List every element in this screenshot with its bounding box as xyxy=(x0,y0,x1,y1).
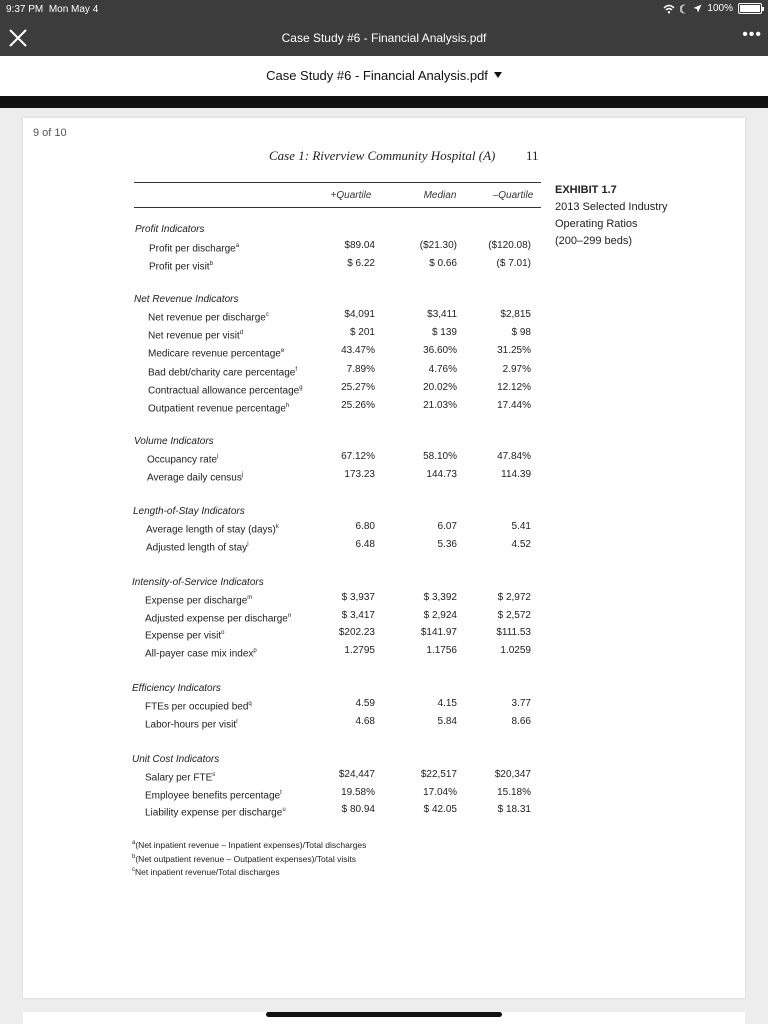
wifi-icon xyxy=(663,4,675,14)
table-cell: $111.53 xyxy=(496,627,531,638)
footnote-marker: t xyxy=(280,789,282,796)
row-label: Liability expense per discharge$^u$ xyxy=(145,807,286,819)
status-right xyxy=(663,3,762,14)
table-cell: $22,517 xyxy=(420,769,457,780)
table-cell: $4,091 xyxy=(344,309,375,320)
table-cell: 4.52 xyxy=(511,539,531,550)
table-cell: 1.1756 xyxy=(426,644,457,656)
more-options-icon[interactable]: ••• xyxy=(742,26,762,43)
footnote-marker: k xyxy=(275,524,279,530)
table-cell: 1.0259 xyxy=(500,644,531,656)
section-title: Unit Cost Indicators xyxy=(132,754,220,765)
row-label: Expense per visit$^o$ xyxy=(145,630,225,642)
row-label: Profit per discharge$^a$ xyxy=(149,243,240,255)
footnote: $^b$(Net outpatient revenue – Outpatient expenses)/Total visits xyxy=(132,853,356,864)
row-label: FTEs per occupied bed$^q$ xyxy=(145,701,252,713)
table-cell: $20,347 xyxy=(494,769,531,780)
title-bar xyxy=(0,20,768,56)
table-cell: 144.73 xyxy=(426,469,457,480)
table-cell: 4.68 xyxy=(355,716,375,727)
table-cell: $ 3,937 xyxy=(341,592,375,603)
table-cell: 36.60% xyxy=(423,345,457,357)
table-cell: $2,815 xyxy=(500,309,531,320)
table-cell: $ 2,572 xyxy=(497,609,531,621)
footnote-marker: b xyxy=(209,261,213,267)
row-label: Expense per discharge$^m$ xyxy=(145,595,253,607)
table-cell: $ 6.22 xyxy=(347,258,375,269)
table-cell: $ 42.05 xyxy=(423,804,457,815)
row-label: Adjusted expense per discharge$^n$ xyxy=(145,612,292,624)
table-cell: 47.84% xyxy=(497,451,531,462)
row-label: Labor-hours per visit$^r$ xyxy=(145,719,239,731)
status-time: 9:37 PM Mon May 4 xyxy=(6,4,99,15)
table-cell: 8.66 xyxy=(511,716,531,727)
printed-page-number: 11 xyxy=(526,148,539,163)
table-cell: 25.27% xyxy=(341,381,375,393)
footnote-marker: s xyxy=(212,772,216,778)
footnote-marker: a xyxy=(235,243,240,249)
footnote-marker: n xyxy=(287,612,292,619)
footnote-marker: d xyxy=(239,330,244,337)
row-label: Adjusted length of stay$^l$ xyxy=(146,542,249,554)
table-cell: 1.2795 xyxy=(344,644,375,656)
home-indicator[interactable] xyxy=(266,1012,502,1017)
window-title: Case Study #6 - Financial Analysis.pdf xyxy=(281,31,487,45)
footnote-marker: c xyxy=(265,312,269,318)
table-cell: 4.15 xyxy=(437,698,457,709)
table-cell: $ 3,392 xyxy=(423,592,457,603)
moon-icon xyxy=(680,4,688,14)
table-cell: $ 2,924 xyxy=(423,609,457,621)
col-header-median: Median xyxy=(423,190,457,201)
exhibit-line-1: 2013 Selected Industry xyxy=(555,201,668,213)
footnote-marker: u xyxy=(282,807,286,813)
table-cell: $ 2,972 xyxy=(497,592,531,603)
exhibit-line-2: Operating Ratios xyxy=(555,218,638,230)
footnote-marker: j xyxy=(241,472,244,478)
table-cell: $ 3,417 xyxy=(341,609,375,621)
table-cell: 7.89% xyxy=(346,363,375,375)
row-label: Contractual allowance percentage$^g$ xyxy=(148,384,303,397)
toolbar-separator xyxy=(0,96,768,108)
pdf-page[interactable] xyxy=(23,118,745,998)
running-header: Case 1: Riverview Community Hospital (A) xyxy=(269,148,496,163)
table-cell: 173.23 xyxy=(344,469,375,480)
table-cell: $ 139 xyxy=(431,327,457,339)
table-cell: ($120.08) xyxy=(488,240,531,251)
table-cell: ($21.30) xyxy=(419,240,457,251)
footnote: $^c$Net inpatient revenue/Total discharges xyxy=(132,867,280,877)
row-label: Average daily census$^j$ xyxy=(147,472,244,484)
footnote-marker: p xyxy=(253,647,257,654)
table-cell: 58.10% xyxy=(423,451,457,462)
footnote-marker: h xyxy=(285,403,290,409)
table-cell: 2.97% xyxy=(502,363,531,375)
battery-percent: 100% xyxy=(707,3,733,14)
table-cell: $202.23 xyxy=(338,627,375,638)
table-cell: $ 0.66 xyxy=(429,258,457,269)
table-cell: $ 80.94 xyxy=(341,804,375,815)
table-cell: $ 201 xyxy=(349,327,375,339)
section-title: Net Revenue Indicators xyxy=(134,294,239,305)
footnote: $^a$(Net inpatient revenue – Inpatient expenses)/Total discharges xyxy=(132,840,367,850)
footnote-marker: l xyxy=(247,542,249,548)
col-header-lower-quartile: –Quartile xyxy=(492,190,534,201)
table-cell: 31.25% xyxy=(497,345,531,357)
table-cell: ($ 7.01) xyxy=(496,258,531,269)
table-cell: $24,447 xyxy=(338,769,375,780)
row-label: All-payer case mix index$^p$ xyxy=(145,647,257,659)
table-cell: 5.41 xyxy=(511,521,531,532)
document-title-dropdown[interactable]: Case Study #6 - Financial Analysis.pdf xyxy=(0,68,768,83)
page-indicator: 9 of 10 xyxy=(33,127,67,139)
table-cell: 5.36 xyxy=(437,539,457,550)
footnote-marker: g xyxy=(299,384,303,391)
exhibit-caption xyxy=(555,182,668,250)
section-title: Efficiency Indicators xyxy=(132,683,221,694)
table-cell: 3.77 xyxy=(511,698,531,709)
table-header-rule xyxy=(134,207,541,208)
table-cell: 43.47% xyxy=(341,345,375,357)
table-cell: $ 18.31 xyxy=(497,804,531,815)
section-title: Profit Indicators xyxy=(135,224,205,235)
status-bar xyxy=(0,0,768,20)
row-label: Occupancy rate$^i$ xyxy=(147,454,219,466)
table-cell: 15.18% xyxy=(497,786,531,798)
row-label: Profit per visit$^b$ xyxy=(149,261,213,273)
table-cell: 114.39 xyxy=(501,469,531,480)
section-title: Intensity-of-Service Indicators xyxy=(132,577,264,588)
table-cell: $141.97 xyxy=(420,627,457,638)
table-cell: 21.03% xyxy=(423,400,457,411)
table-cell: $89.04 xyxy=(344,240,375,251)
footnote-marker: e xyxy=(280,348,285,355)
footnote-marker: i xyxy=(217,454,219,460)
table-cell: 25.26% xyxy=(341,400,375,411)
table-cell: 20.02% xyxy=(423,381,457,393)
table-cell: 12.12% xyxy=(497,381,531,393)
footnote-marker: o xyxy=(221,630,225,636)
row-label: Bad debt/charity care percentage$^f$ xyxy=(148,366,297,378)
table-cell: $3,411 xyxy=(427,309,457,320)
table-cell: 67.12% xyxy=(341,451,375,462)
exhibit-title: EXHIBIT 1.7 xyxy=(555,184,617,196)
table-cell: 4.76% xyxy=(428,363,457,375)
caret-down-icon xyxy=(494,72,502,78)
row-label: Average length of stay (days)$^k$ xyxy=(146,524,279,536)
row-label: Net revenue per visit$^d$ xyxy=(148,330,244,342)
table-cell: 6.07 xyxy=(437,521,457,532)
row-label: Medicare revenue percentage$^e$ xyxy=(148,348,285,360)
location-icon xyxy=(693,4,702,13)
document-bar xyxy=(0,56,768,97)
row-label: Outpatient revenue percentage$^h$ xyxy=(148,403,290,415)
table-cell: 6.48 xyxy=(355,539,375,550)
col-header-upper-quartile: +Quartile xyxy=(330,190,372,201)
table-cell: 17.44% xyxy=(497,400,531,411)
table-cell: 17.04% xyxy=(423,786,457,798)
section-title: Volume Indicators xyxy=(134,436,214,447)
footnote-marker: f xyxy=(295,366,297,373)
footnote-marker: m xyxy=(247,595,253,601)
battery-icon xyxy=(738,3,762,14)
table-top-rule xyxy=(134,182,541,183)
table-cell: 19.58% xyxy=(341,786,375,798)
footnote-marker: q xyxy=(248,701,252,707)
row-label: Net revenue per discharge$^c$ xyxy=(148,312,269,324)
table-cell: 4.59 xyxy=(355,698,375,709)
footnote-marker: r xyxy=(236,719,239,725)
section-title: Length-of-Stay Indicators xyxy=(133,506,245,517)
table-cell: $ 98 xyxy=(511,327,531,339)
table-cell: 6.80 xyxy=(355,521,375,532)
row-label: Employee benefits percentage$^t$ xyxy=(145,789,282,801)
table-cell: 5.84 xyxy=(437,716,457,727)
row-label: Salary per FTE$^s$ xyxy=(145,772,216,784)
exhibit-line-3: (200–299 beds) xyxy=(555,235,633,247)
